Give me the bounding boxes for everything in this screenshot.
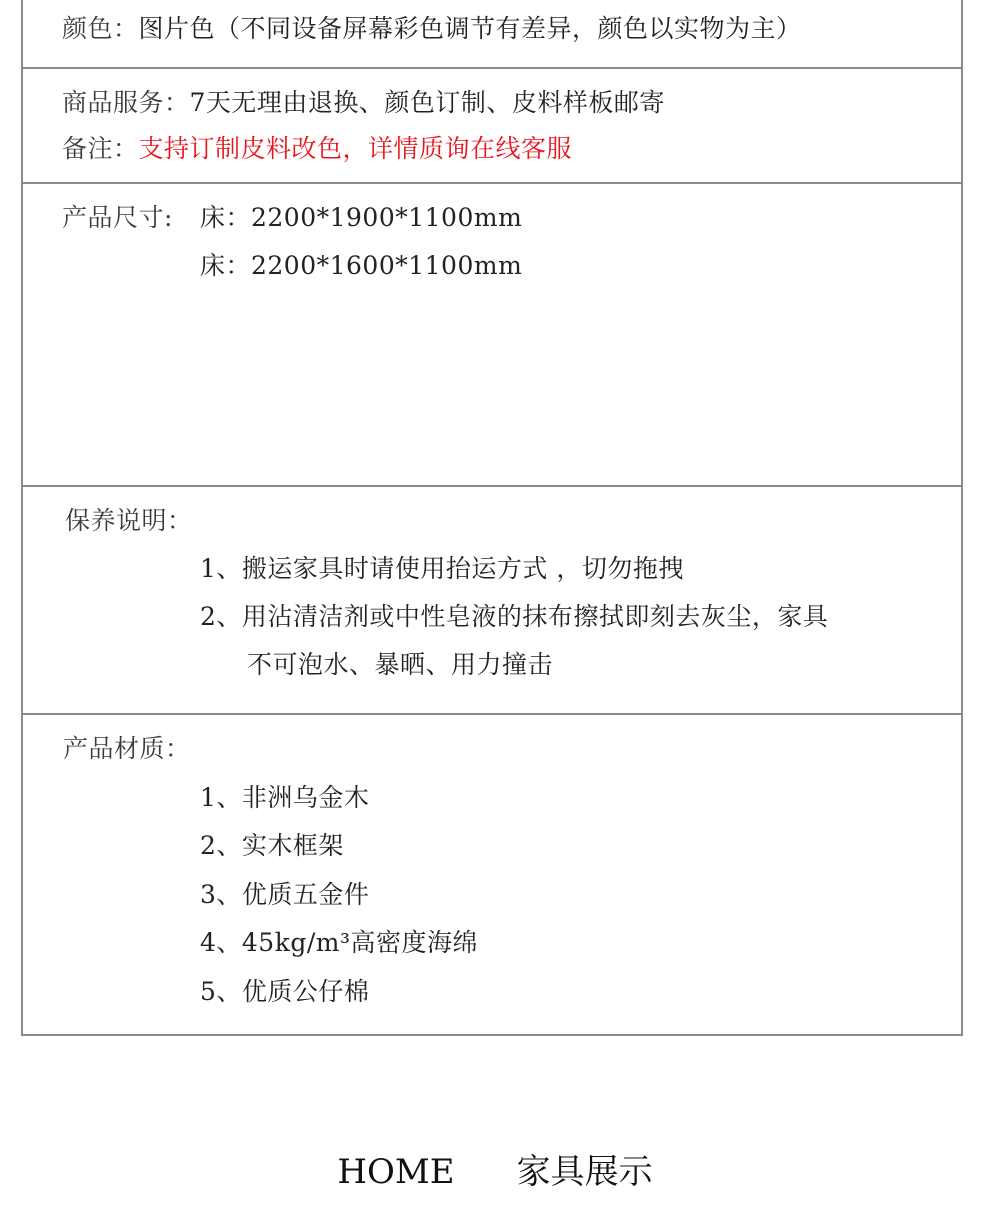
section-heading xyxy=(0,1150,990,1194)
color-section xyxy=(23,0,961,69)
service-value: 7天无理由退换、颜色订制、皮料样板邮寄 xyxy=(189,88,665,117)
color-value: 图片色（不同设备屏幕彩色调节有差异，颜色以实物为主） xyxy=(138,14,802,43)
size-item-1: 床：2200*1900*1100mm xyxy=(200,203,523,232)
size-label: 产品尺寸: xyxy=(62,203,173,232)
material-item-3: 3、优质五金件 xyxy=(200,880,370,909)
care-item-2-continued: 不可泡水、暴晒、用力撞击 xyxy=(247,650,554,679)
service-label: 商品服务： xyxy=(62,88,190,117)
color-label: 颜色： xyxy=(62,14,139,43)
size-section xyxy=(23,184,961,487)
product-spec-table xyxy=(21,0,963,1036)
care-item-1: 1、搬运家具时请使用抬运方式 ，切勿拖拽 xyxy=(200,554,684,583)
material-item-1: 1、非洲乌金木 xyxy=(200,783,370,812)
service-line xyxy=(62,88,665,118)
note-line xyxy=(62,134,572,164)
material-item-2: 2、实木框架 xyxy=(200,831,344,860)
size-item-2: 床：2200*1600*1100mm xyxy=(200,251,523,280)
note-value: 支持订制皮料改色，详情质询在线客服 xyxy=(138,134,573,163)
material-section xyxy=(23,715,961,1036)
care-label: 保养说明： xyxy=(65,506,193,535)
material-item-4: 4、45kg/m³高密度海绵 xyxy=(200,928,479,957)
material-item-5: 5、优质公仔棉 xyxy=(200,977,370,1006)
material-label: 产品材质： xyxy=(63,734,191,763)
note-label: 备注： xyxy=(62,134,139,163)
section-heading-zh: 家具展示 xyxy=(516,1152,653,1192)
color-line xyxy=(62,14,802,44)
section-heading-en: HOME xyxy=(337,1152,455,1192)
service-section xyxy=(23,69,961,184)
care-item-2: 2、用沾清洁剂或中性皂液的抹布擦拭即刻去灰尘，家具 xyxy=(200,602,829,631)
care-section xyxy=(23,487,961,715)
